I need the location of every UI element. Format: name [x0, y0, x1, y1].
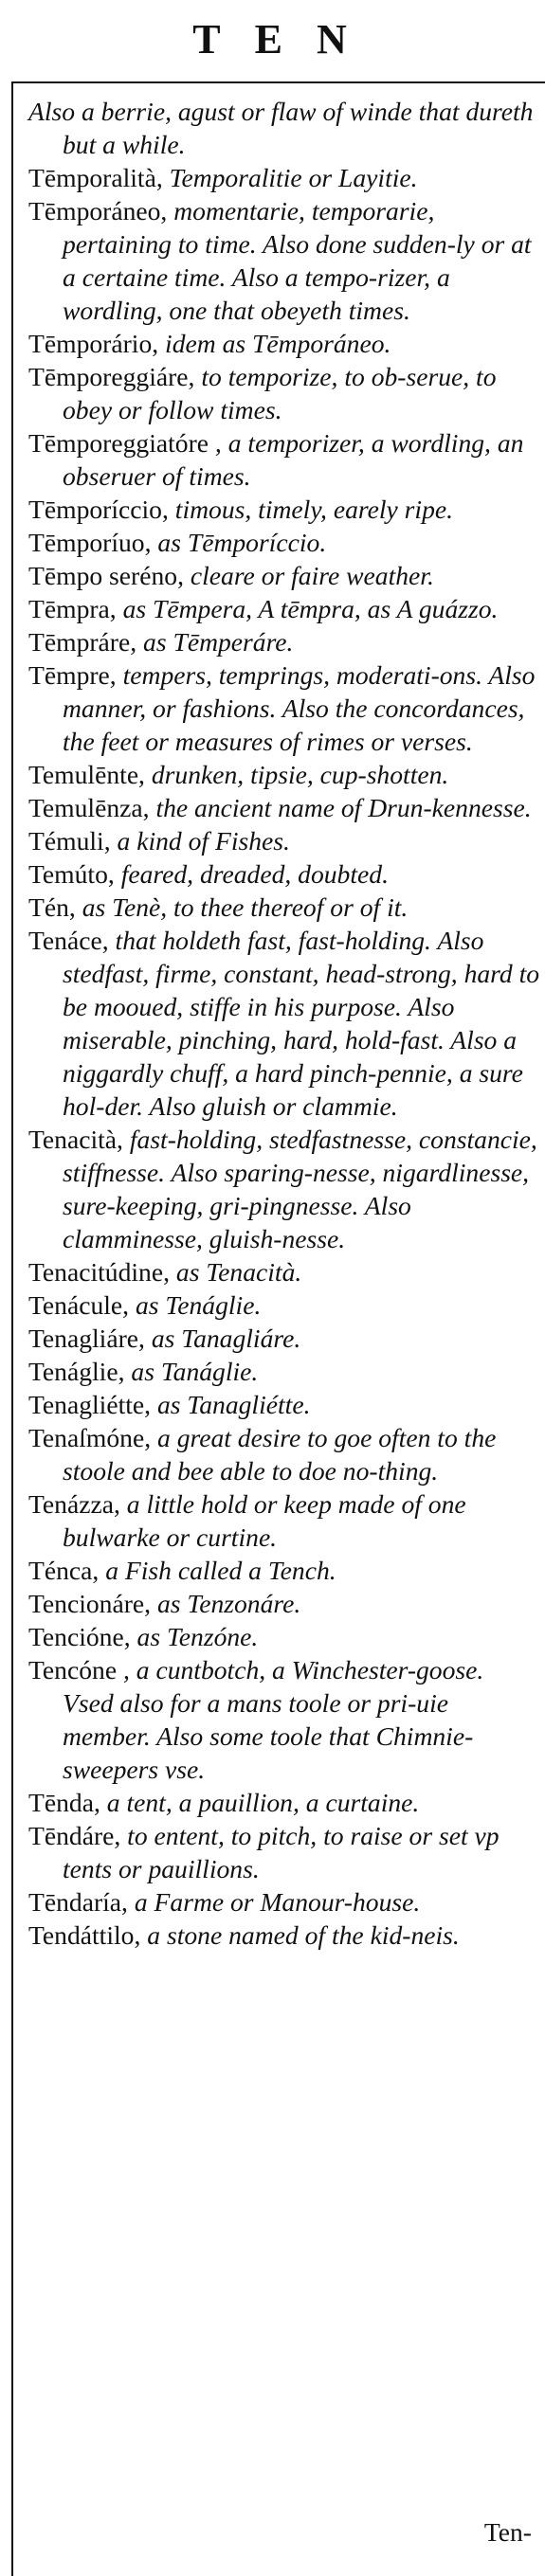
headword: Tēmporíuo,	[28, 528, 152, 557]
dictionary-entry	[28, 1355, 540, 1388]
dictionary-entry	[28, 1255, 540, 1288]
dictionary-entry	[28, 1322, 540, 1355]
dictionary-entry	[28, 1487, 540, 1554]
definition: drunken, tipsie, cup-shotten.	[144, 760, 449, 789]
headword: Temúto,	[28, 859, 115, 889]
headword: Tēmporeggiáre,	[28, 362, 195, 391]
dictionary-entry	[28, 360, 540, 426]
dictionary-entry	[28, 1123, 540, 1255]
dictionary-entry	[28, 1587, 540, 1620]
definition: Temporalitie or Layitie.	[162, 163, 418, 192]
definition: a Farme or Manour-house.	[127, 1887, 421, 1917]
headword: Tencionáre,	[28, 1589, 152, 1618]
headword: Tenaſmóne,	[28, 1423, 152, 1452]
definition: to entent, to pitch, to raise or set vp tents or pauillions.	[63, 1821, 500, 1883]
dictionary-entry	[28, 1786, 540, 1819]
headword: Témuli,	[28, 826, 111, 856]
headword: Tenagliáre,	[28, 1324, 145, 1353]
headword: Tēmporíccio,	[28, 495, 169, 524]
dictionary-entry	[28, 1620, 540, 1653]
definition: as Tanáglie.	[124, 1357, 259, 1386]
definition: to temporize, to ob-serue, to obey or follow times.	[63, 362, 497, 424]
headword: Tēndaría,	[28, 1887, 128, 1917]
definition: as Tenáglie.	[129, 1290, 262, 1320]
definition: as Tēmporíccio.	[151, 528, 327, 557]
definition: as Tanagliétte.	[151, 1390, 311, 1419]
dictionary-entry	[28, 1288, 540, 1322]
headword: Tén,	[28, 892, 76, 922]
definition: a Fish called a Tench.	[99, 1556, 336, 1585]
headword: Tēmpra,	[28, 594, 117, 623]
definition: that holdeth fast, fast-holding. Also stedfast, firme, constant, head-strong, hard to be mooued, stiffe in his purpose. Also miserable, pinching, hard, hold-fast. Also a niggardly chuff, a hard pinch-pennie, a sure hol-der. Also gluish or clammie.	[63, 926, 540, 1121]
dictionary-entry	[28, 1388, 540, 1421]
headword: Tenacitúdine,	[28, 1257, 171, 1287]
headword: Tēmpráre,	[28, 627, 137, 657]
definition: as Tenzonáre.	[151, 1589, 301, 1618]
catchword: Ten-	[483, 2517, 532, 2547]
dictionary-entry	[28, 625, 540, 658]
definition: fast-holding, stedfastnesse, constancie, stiffnesse. Also sparing-nesse, nigardlinesse, sure-keeping, gri-pingnesse. Also clamminesse, gluish-nesse.	[63, 1125, 537, 1253]
dictionary-entry	[28, 592, 540, 625]
definition: , a temporizer, a wordling, an obseruer of times.	[63, 428, 524, 491]
dictionary-entry	[28, 1554, 540, 1587]
definition: a little hold or keep made of one bulwarke or curtine.	[63, 1489, 466, 1552]
top-rule	[11, 81, 545, 83]
headword: Tenáglie,	[28, 1357, 125, 1386]
definition: a tent, a pauillion, a curtaine.	[100, 1788, 420, 1817]
dictionary-entry	[28, 1819, 540, 1885]
entry-column	[28, 95, 540, 1952]
headword: Tencóne	[28, 1655, 118, 1684]
definition: tempers, temprings, moderati-ons. Also manner, or fashions. Also the concordances, the feet or measures of rimes or verses.	[63, 660, 536, 756]
headword: Ténca,	[28, 1556, 100, 1585]
dictionary-entry	[28, 426, 540, 493]
dictionary-entry	[28, 791, 540, 824]
dictionary-entry	[28, 327, 540, 360]
definition: as Tanagliáre.	[144, 1324, 301, 1353]
dictionary-entry	[28, 824, 540, 857]
dictionary-entry	[28, 559, 540, 592]
headword: Tenáce,	[28, 926, 109, 955]
definition: Also a berrie, agust or flaw of winde that dureth but a while.	[28, 97, 534, 159]
definition: a kind of Fishes.	[110, 826, 290, 856]
headword: Tēmporalità,	[28, 163, 163, 192]
headword: Tēnda,	[28, 1788, 100, 1817]
headword: Tenagliétte,	[28, 1390, 152, 1419]
headword: Tēmporáneo,	[28, 196, 168, 225]
dictionary-entry	[28, 857, 540, 891]
dictionary-entry	[28, 924, 540, 1123]
headword: Tencióne,	[28, 1622, 131, 1651]
left-rule	[11, 81, 13, 2576]
definition: , a cuntbotch, a Winchester-goose. Vsed also for a mans toole or pri-uie member. Also some toole that Chimnie-sweepers vse.	[63, 1655, 484, 1784]
headword: Tendáttilo,	[28, 1920, 141, 1950]
definition: feared, dreaded, doubted.	[114, 859, 389, 889]
definition: cleare or faire weather.	[183, 561, 434, 590]
dictionary-entry	[28, 891, 540, 924]
headword: Tēmpre,	[28, 660, 117, 690]
dictionary-entry	[28, 758, 540, 791]
definition: as Tēmpera, A tēmpra, as A guázzo.	[116, 594, 499, 623]
definition: idem as Tēmporáneo.	[158, 329, 391, 358]
headword: Temulēnza,	[28, 793, 150, 822]
dictionary-entry	[28, 493, 540, 526]
definition: a great desire to goe often to the stoole and bee able to doe no-thing.	[63, 1423, 497, 1486]
dictionary-entry	[28, 161, 540, 194]
definition: the ancient name of Drun-kennesse.	[149, 793, 532, 822]
headword: Tenacità,	[28, 1125, 123, 1154]
dictionary-entry	[28, 658, 540, 758]
definition: a stone named of the kid-neis.	[140, 1920, 460, 1950]
headword: Tēmpo seréno,	[28, 561, 184, 590]
definition: as Tenzóne.	[130, 1622, 259, 1651]
headword: Tēmporário,	[28, 329, 159, 358]
running-head: TEN	[192, 16, 381, 63]
dictionary-entry	[28, 95, 540, 161]
definition: as Tenè, to thee thereof or of it.	[75, 892, 409, 922]
headword: Temulēnte,	[28, 760, 145, 789]
dictionary-entry	[28, 526, 540, 559]
definition: timous, timely, earely ripe.	[168, 495, 454, 524]
dictionary-entry	[28, 194, 540, 327]
headword: Tēndáre,	[28, 1821, 121, 1850]
dictionary-entry	[28, 1918, 540, 1952]
definition: as Tēmperáre.	[136, 627, 294, 657]
definition: momentarie, temporarie, pertaining to time. Also done sudden-ly or at a certaine time. Also a tempo-rizer, a wordling, one that obeyeth times.	[63, 196, 532, 325]
headword: Tēmporeggiatóre	[28, 428, 209, 458]
definition: as Tenacità.	[170, 1257, 302, 1287]
headword: Tenázza,	[28, 1489, 120, 1519]
dictionary-entry	[28, 1885, 540, 1918]
headword: Tenácule,	[28, 1290, 130, 1320]
dictionary-entry	[28, 1653, 540, 1786]
dictionary-entry	[28, 1421, 540, 1487]
